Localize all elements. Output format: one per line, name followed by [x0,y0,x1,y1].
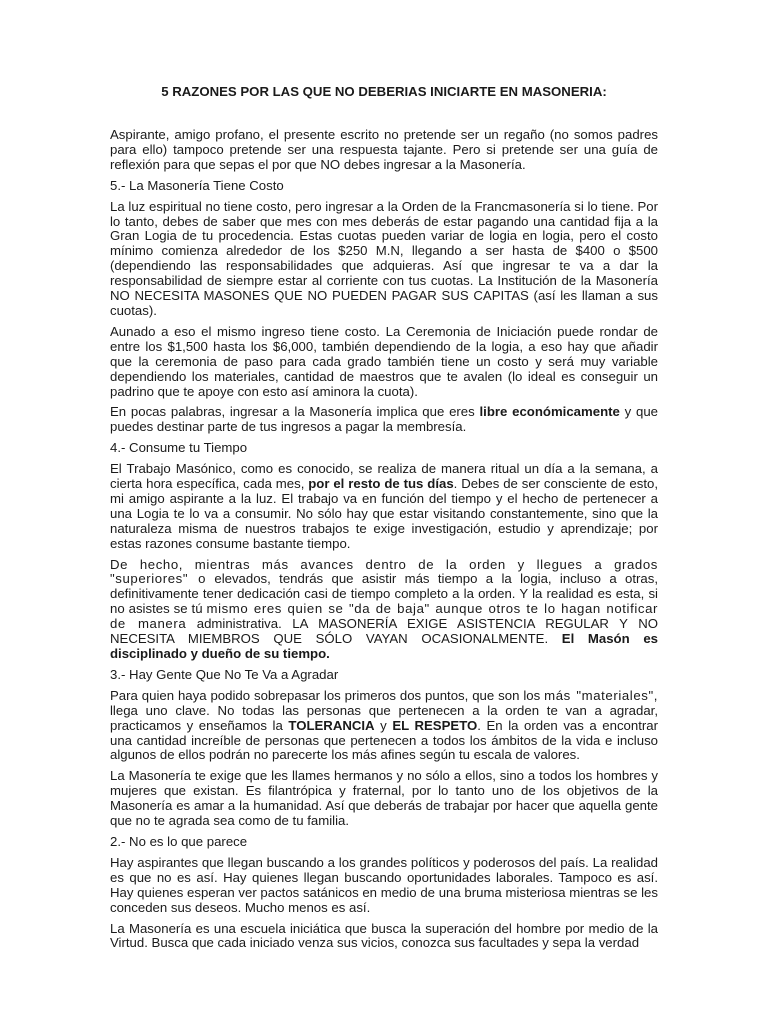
text-run: El Trabajo Masónico, como es conocido, se realiza de manera ritual un día a la semana, a cierta hora específica, cada mes, [110,461,658,492]
intro-paragraph: Aspirante, amigo profano, el presente escrito no pretende ser un regaño (no somos padres para ello) tampoco pretende ser una respuesta tajante. Pero si pretende ser una guía de reflexión para que sepas el por que NO debes ingresar a la Masonería. [110,127,658,172]
text-run: . Debes de ser consciente de esto, mi amigo aspirante a la luz. El trabajo va en función del tiempo y el hecho de pertenecer a una Logia te lo va a consumir. No sólo hay que estar visitando constantemente, sino que la naturaleza misma de nuestros trabajos te exige investigación, estudio y aprendizaje; por estas razones consume bastante tiempo. [110,476,658,551]
section-2-paragraph-1: Hay aspirantes que llegan buscando a los grandes políticos y poderosos del país. La realidad es que no es así. Hay quienes llegan buscando oportunidades laborales. Tampoco es así. Hay quienes esperan ver pactos satánicos en medio de una bruma misteriosa mientras se les conceden sus deseos. Mucho menos es así. [110,854,658,915]
section-3-paragraph-1 [110,689,658,764]
document-title: 5 RAZONES POR LAS QUE NO DEBERIAS INICIARTE EN MASONERIA: [161,84,607,99]
text-run: . En la orden vas a encontrar una cantidad increíble de personas que pertenecen a todos los ámbitos de la vida e incluso algunos de ellos podrán no parecerte los más afines según tu escala de valores. [110,717,659,763]
text-run: más "materiales", [544,687,658,703]
section-5-paragraph-3 [110,405,658,435]
text-run: administrativa. LA MASONERÍA EXIGE ASISTENCIA REGULAR Y NO NECESITA MIEMBROS QUE SÓLO VAYAN OCASIONALMENTE. [110,616,658,647]
text-run: En pocas palabras, ingresar a la Masonería implica que eres [110,404,480,420]
section-3-heading: 3.- Hay Gente Que No Te Va a Agradar [110,666,339,682]
text-run: y [374,717,393,733]
text-run: De hecho, mientras más avances dentro de la orden y llegues a grados "superiores" o [110,556,658,587]
section-3-paragraph-2: La Masonería te exige que les llames hermanos y no sólo a ellos, sino a todos los hombres y mujeres que existan. Es filantrópica y fraternal, por lo tanto uno de los objetivos de la Masonería es amar a la humanidad. Así que deberás de trabajar por hacer que aquella gente que no te agrada sea como de tu familia. [110,768,658,829]
section-5-heading: 5.- La Masonería Tiene Costo [110,177,284,193]
section-5-paragraph-2: Aunado a eso el mismo ingreso tiene costo. La Ceremonia de Iniciación puede rondar de entre los $1,500 hasta los $6,000, también dependiendo de la logia, a eso hay que añadir que la ceremonia de paso para cada grado también tiene un costo y será muy variable dependiendo los materiales, cantidad de maestros que te avalen (lo ideal es conseguir un padrino que te apoye con esto así aminora la cuota). [110,323,658,399]
text-run: llega uno clave. No todas las personas que pertenecen a la orden te van a agradar, practicamos y enseñamos la [110,702,658,733]
bold-run: El Masón es disciplinado y dueño de su tiempo. [110,631,658,661]
section-5-paragraph-1: La luz espiritual no tiene costo, pero ingresar a la Orden de la Francmasonería si lo tiene. Por lo tanto, debes de saber que mes con mes deberás de estar pagando una cantidad fija a la Gran Logia de tu procedencia. Estas cuotas pueden variar de logia en logia, pero el costo mínimo comienza alrededor de los $250 M.N, llegando a ser hasta de $400 o $500 (dependiendo las responsabilidades que adquieras. Así que ingresar te va a dar la responsabilidad de siempre estar al corriente con tus cuotas. La Institución de la Masonería NO NECESITA MASONES QUE NO PUEDEN PAGAR SUS CAPITAS (así les llaman a sus cuotas). [110,198,658,318]
section-4-heading: 4.- Consume tu Tiempo [110,440,248,456]
bold-run: por el resto de tus días [308,476,454,492]
section-4-paragraph-2 [110,558,658,662]
text-run: Para quien haya podido sobrepasar los primeros dos puntos, que son los [110,687,545,703]
text-run: elevados, tendrás que asistir más tiempo a la logia, incluso a otras, definitivamente tener dedicación casi de tiempo completo a la orden. Y la realidad es esta, si no asistes se tú [110,571,658,617]
bold-run: libre económicamente [479,404,620,420]
section-4-paragraph-1 [110,462,658,551]
bold-run: EL RESPETO [392,717,478,733]
bold-run: TOLERANCIA [288,717,375,733]
section-2-paragraph-2: La Masonería es una escuela iniciática que busca la superación del hombre por medio de la Virtud. Busca que cada iniciado venza sus vicios, conozca sus facultades y sepa la verdad [110,920,658,951]
section-2-heading: 2.- No es lo que parece [110,833,248,849]
text-run: y que puedes destinar parte de tus ingresos a pagar la membresía. [110,404,658,435]
text-run: mismo eres quien se "da de baja" aunque otros te lo hagan notificar de manera [110,601,658,632]
